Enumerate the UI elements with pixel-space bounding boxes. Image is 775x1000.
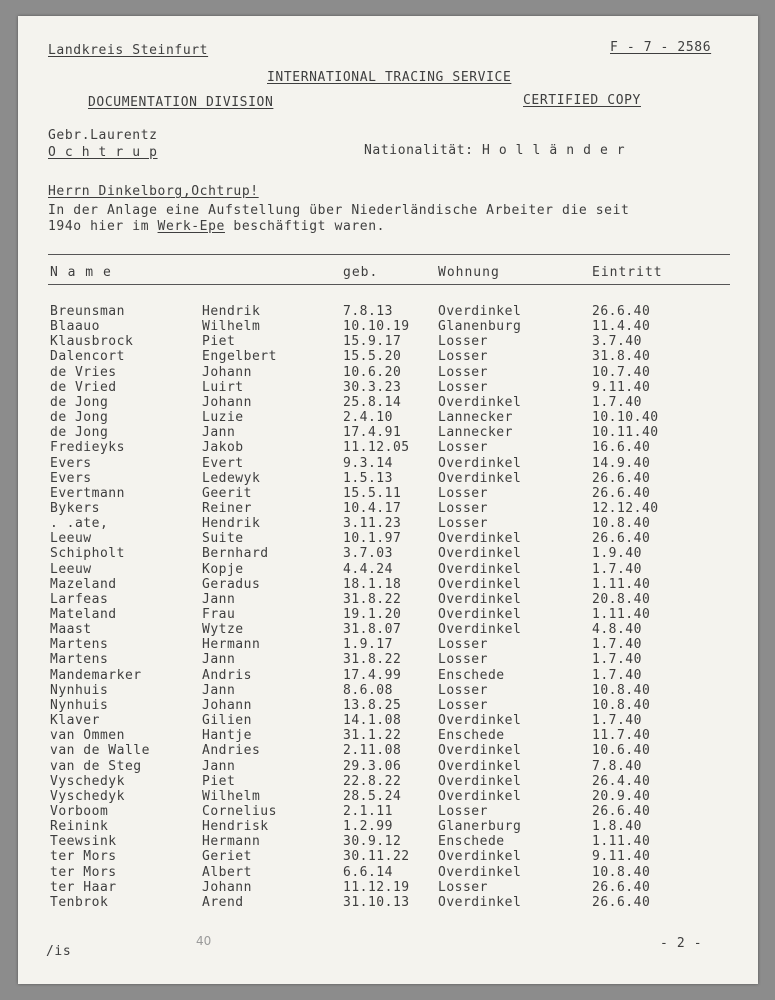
surname: Leeuw [50,531,92,547]
entry-date: 4.8.40 [592,622,642,638]
table-row [18,395,758,410]
first-name: Engelbert [202,349,277,365]
first-name: Johann [202,879,252,895]
entry-date: 26.6.40 [592,531,651,547]
residence: Overdinkel [438,455,522,471]
table-row [18,652,758,667]
first-name: Geradus [202,576,261,592]
table-row [18,865,758,880]
table-row [18,774,758,789]
table-row [18,592,758,607]
birth-date: 29.3.06 [343,758,402,774]
first-name: Reiner [202,500,252,516]
birth-date: 30.3.23 [343,379,402,395]
residence: Losser [438,379,488,395]
surname: Leeuw [50,561,92,577]
surname: Martens [50,652,109,668]
salutation: Herrn Dinkelborg,Ochtrup! [48,184,259,199]
table-row [18,622,758,637]
first-name: Arend [202,894,244,910]
surname: Mateland [50,607,117,622]
entry-date: 9.11.40 [592,379,651,395]
entry-date: 1.9.40 [592,546,642,562]
entry-date: 7.8.40 [592,758,642,774]
table-row [18,683,758,698]
entry-date: 20.8.40 [592,591,651,607]
company-town: O c h t r u p [48,145,158,160]
entry-date: 1.11.40 [592,576,651,592]
surname: Blaauo [50,319,100,335]
birth-date: 6.6.14 [343,864,393,880]
birth-date: 15.9.17 [343,334,402,350]
entry-date: 26.6.40 [592,879,651,895]
birth-date: 31.8.22 [343,652,402,668]
entry-date: 10.10.40 [592,410,659,426]
work-site: Werk-Epe [157,219,225,234]
surname: de Jong [50,425,109,441]
table-top-rule [48,254,730,255]
residence: Losser [438,349,488,365]
first-name: Andries [202,743,261,759]
table-row [18,380,758,395]
residence: Overdinkel [438,713,522,729]
entry-date: 1.7.40 [592,667,642,683]
header-born: geb. [343,265,379,280]
first-name: Wilhelm [202,319,261,335]
birth-date: 25.8.14 [343,394,402,410]
table-row [18,334,758,349]
birth-date: 28.5.24 [343,788,402,804]
table-row [18,637,758,652]
birth-date: 4.4.24 [343,561,393,577]
first-name: Bernhard [202,546,269,562]
birth-date: 31.8.22 [343,591,402,607]
entry-date: 1.11.40 [592,607,651,622]
entry-date: 16.6.40 [592,440,651,456]
residence: Overdinkel [438,894,522,910]
table-row [18,319,758,334]
surname: de Jong [50,394,109,410]
table-row [18,607,758,622]
residence: Overdinkel [438,849,522,865]
birth-date: 1.2.99 [343,819,393,835]
letter-line-2: 194o hier im Werk-Epe beschäftigt waren. [48,219,386,234]
first-name: Suite [202,531,244,547]
entry-date: 10.11.40 [592,425,659,441]
birth-date: 3.7.03 [343,546,393,562]
table-row [18,425,758,440]
birth-date: 22.8.22 [343,773,402,789]
surname: Breunsman [50,304,125,319]
entry-date: 26.6.40 [592,803,651,819]
surname: Nynhuis [50,682,109,698]
birth-date: 7.8.13 [343,304,393,319]
residence: Losser [438,682,488,698]
table-row [18,743,758,758]
birth-date: 17.4.99 [343,667,402,683]
surname: ter Mors [50,849,117,865]
page-number: - 2 - [660,936,703,951]
table-row [18,486,758,501]
first-name: Piet [202,334,236,350]
birth-date: 31.1.22 [343,728,402,744]
table-row [18,456,758,471]
surname: . .ate, [50,516,109,532]
residence: Lannecker [438,425,513,441]
birth-date: 10.1.97 [343,531,402,547]
birth-date: 11.12.05 [343,440,410,456]
table-row [18,819,758,834]
first-name: Jann [202,591,236,607]
surname: Nynhuis [50,697,109,713]
residence: Losser [438,500,488,516]
entry-date: 3.7.40 [592,334,642,350]
residence: Lannecker [438,410,513,426]
residence: Overdinkel [438,607,522,622]
residence: Losser [438,652,488,668]
first-name: Wilhelm [202,788,261,804]
entry-date: 26.4.40 [592,773,651,789]
residence: Enschede [438,728,505,744]
entry-date: 10.8.40 [592,682,651,698]
residence: Overdinkel [438,304,522,319]
residence: Overdinkel [438,743,522,759]
entry-date: 1.11.40 [592,834,651,850]
surname: Dalencort [50,349,125,365]
table-row [18,410,758,425]
entry-date: 11.7.40 [592,728,651,744]
surname: Evers [50,470,92,486]
first-name: Hermann [202,637,261,653]
table-row [18,304,758,319]
first-name: Jann [202,652,236,668]
letter-line-1: In der Anlage eine Aufstellung über Niederländische Arbeiter die seit [48,203,630,218]
birth-date: 2.11.08 [343,743,402,759]
nationality: Nationalität: H o l l ä n d e r [364,143,626,158]
table-row [18,834,758,849]
entry-date: 26.6.40 [592,894,651,910]
table-row [18,789,758,804]
table-row [18,471,758,486]
table-row [18,546,758,561]
birth-date: 17.4.91 [343,425,402,441]
surname: van de Walle [50,743,150,759]
residence: Overdinkel [438,561,522,577]
residence: Overdinkel [438,622,522,638]
table-row [18,531,758,546]
entry-date: 31.8.40 [592,349,651,365]
first-name: Cornelius [202,803,277,819]
birth-date: 9.3.14 [343,455,393,471]
birth-date: 15.5.20 [343,349,402,365]
residence: Losser [438,879,488,895]
header-residence: Wohnung [438,265,500,280]
table-row [18,728,758,743]
table-row [18,713,758,728]
birth-date: 19.1.20 [343,607,402,622]
entry-date: 1.8.40 [592,819,642,835]
first-name: Wytze [202,622,244,638]
first-name: Kopje [202,561,244,577]
entry-date: 26.6.40 [592,304,651,319]
residence: Losser [438,697,488,713]
district-label: Landkreis Steinfurt [48,43,209,58]
entry-date: 26.6.40 [592,470,651,486]
table-row [18,365,758,380]
table-row [18,880,758,895]
residence: Overdinkel [438,470,522,486]
entry-date: 12.12.40 [592,500,659,516]
service-title: INTERNATIONAL TRACING SERVICE [267,70,512,85]
residence: Losser [438,485,488,501]
table-row [18,577,758,592]
entry-date: 20.9.40 [592,788,651,804]
table-header [18,265,758,280]
surname: van de Steg [50,758,142,774]
table-row [18,804,758,819]
residence: Overdinkel [438,531,522,547]
residence: Losser [438,803,488,819]
table-header-rule [48,284,730,285]
birth-date: 31.10.13 [343,894,410,910]
birth-date: 31.8.07 [343,622,402,638]
surname: Tenbrok [50,894,109,910]
surname: de Vried [50,379,117,395]
birth-date: 18.1.18 [343,576,402,592]
first-name: Jann [202,425,236,441]
first-name: Jakob [202,440,244,456]
surname: Schipholt [50,546,125,562]
surname: Vyschedyk [50,788,125,804]
surname: Bykers [50,500,100,516]
entry-date: 14.9.40 [592,455,651,471]
surname: Reinink [50,819,109,835]
surname: Vorboom [50,803,109,819]
first-name: Luzie [202,410,244,426]
first-name: Hantje [202,728,252,744]
surname: ter Mors [50,864,117,880]
first-name: Jann [202,758,236,774]
birth-date: 1.9.17 [343,637,393,653]
first-name: Gilien [202,713,252,729]
residence: Losser [438,637,488,653]
entry-date: 10.6.40 [592,743,651,759]
typist-initials: /is [46,944,72,959]
residence: Losser [438,364,488,380]
entry-date: 1.7.40 [592,561,642,577]
table-row [18,562,758,577]
residence: Enschede [438,834,505,850]
birth-date: 2.1.11 [343,803,393,819]
surname: Evers [50,455,92,471]
header-name: N a m e [50,265,112,280]
surname: Mazeland [50,576,117,592]
birth-date: 11.12.19 [343,879,410,895]
birth-date: 10.6.20 [343,364,402,380]
entry-date: 11.4.40 [592,319,651,335]
first-name: Albert [202,864,252,880]
first-name: Johann [202,364,252,380]
first-name: Ledewyk [202,470,261,486]
table-row [18,516,758,531]
surname: Fredieyks [50,440,125,456]
birth-date: 10.4.17 [343,500,402,516]
entry-date: 9.11.40 [592,849,651,865]
document-page [18,16,758,984]
residence: Losser [438,440,488,456]
first-name: Hermann [202,834,261,850]
residence: Overdinkel [438,773,522,789]
first-name: Johann [202,697,252,713]
surname: Teewsink [50,834,117,850]
table-row [18,501,758,516]
residence: Enschede [438,667,505,683]
table-row [18,349,758,364]
pencil-note: 40 [196,934,212,948]
first-name: Evert [202,455,244,471]
entry-date: 10.7.40 [592,364,651,380]
residence: Overdinkel [438,788,522,804]
residence: Glanenburg [438,319,522,335]
surname: Martens [50,637,109,653]
birth-date: 14.1.08 [343,713,402,729]
birth-date: 3.11.23 [343,516,402,532]
surname: Evertmann [50,485,125,501]
certified-copy-label: CERTIFIED COPY [523,93,641,108]
first-name: Hendrik [202,516,261,532]
division-title: DOCUMENTATION DIVISION [88,95,274,110]
surname: de Jong [50,410,109,426]
first-name: Hendrik [202,304,261,319]
birth-date: 1.5.13 [343,470,393,486]
first-name: Johann [202,394,252,410]
residence: Overdinkel [438,864,522,880]
first-name: Andris [202,667,252,683]
entry-date: 10.8.40 [592,697,651,713]
entry-date: 1.7.40 [592,652,642,668]
residence: Overdinkel [438,591,522,607]
first-name: Piet [202,773,236,789]
surname: Klausbrock [50,334,134,350]
table-row [18,440,758,455]
surname: ter Haar [50,879,117,895]
table-row [18,895,758,910]
surname: Maast [50,622,92,638]
birth-date: 30.11.22 [343,849,410,865]
residence: Overdinkel [438,576,522,592]
surname: Vyschedyk [50,773,125,789]
first-name: Luirt [202,379,244,395]
surname: de Vries [50,364,117,380]
birth-date: 10.10.19 [343,319,410,335]
first-name: Geriet [202,849,252,865]
first-name: Jann [202,682,236,698]
company-name: Gebr.Laurentz [48,128,158,143]
entry-date: 10.8.40 [592,864,651,880]
birth-date: 8.6.08 [343,682,393,698]
first-name: Frau [202,607,236,622]
first-name: Geerit [202,485,252,501]
residence: Glanerburg [438,819,522,835]
birth-date: 15.5.11 [343,485,402,501]
first-name: Hendrisk [202,819,269,835]
reference-number: F - 7 - 2586 [610,40,712,55]
birth-date: 13.8.25 [343,697,402,713]
residence: Overdinkel [438,394,522,410]
entry-date: 1.7.40 [592,394,642,410]
surname: van Ommen [50,728,125,744]
table-row [18,849,758,864]
surname: Larfeas [50,591,109,607]
residence: Overdinkel [438,546,522,562]
table-row [18,668,758,683]
birth-date: 30.9.12 [343,834,402,850]
entry-date: 1.7.40 [592,713,642,729]
entry-date: 10.8.40 [592,516,651,532]
table-row [18,698,758,713]
birth-date: 2.4.10 [343,410,393,426]
residence: Overdinkel [438,758,522,774]
entry-date: 26.6.40 [592,485,651,501]
entry-date: 1.7.40 [592,637,642,653]
header-entry: Eintritt [592,265,663,280]
residence: Losser [438,334,488,350]
surname: Mandemarker [50,667,142,683]
residence: Losser [438,516,488,532]
table-row [18,759,758,774]
surname: Klaver [50,713,100,729]
